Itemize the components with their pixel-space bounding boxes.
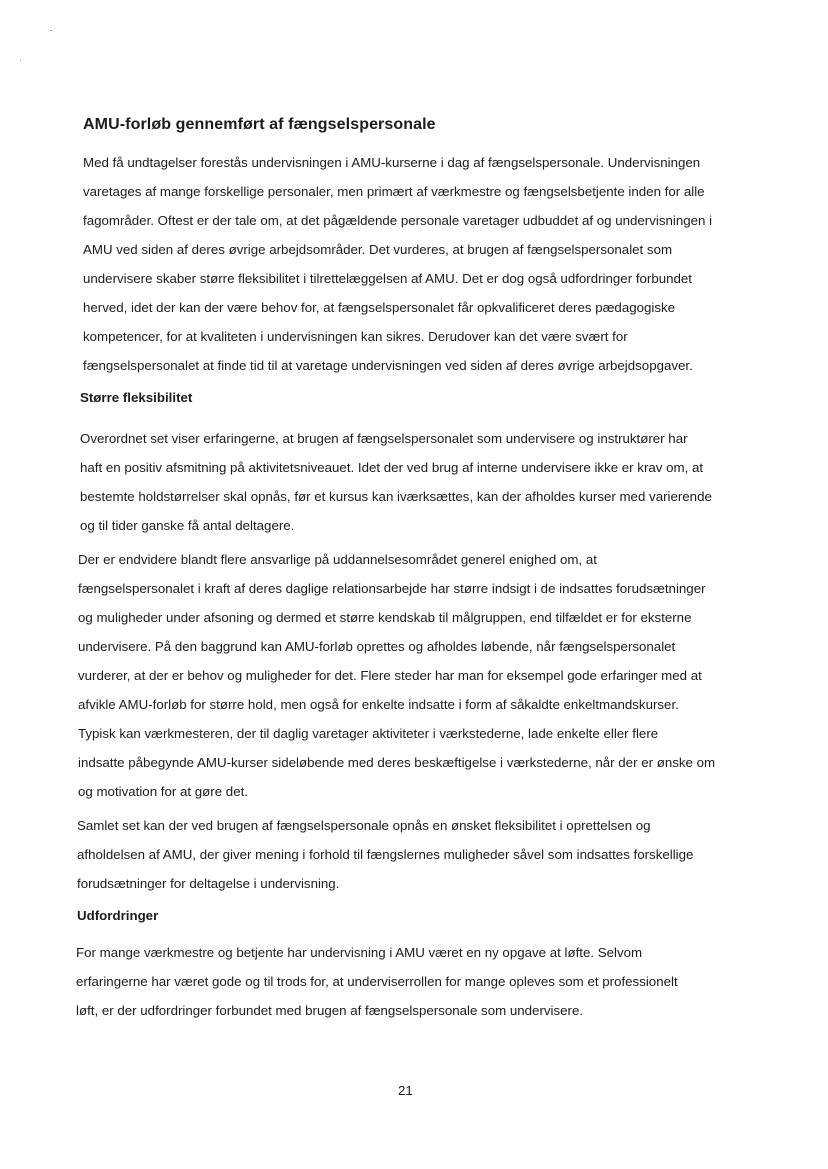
text-line: løft, er der udfordringer forbundet med brugen af fængselspersonale som undervisere. <box>76 1003 584 1018</box>
scan-speck <box>50 30 52 31</box>
paragraph-fleksibilitet-3 <box>77 811 693 898</box>
text-line: Der er endvidere blandt flere ansvarlige på uddannelsesområdet generel enighed om, at <box>78 552 597 567</box>
paragraph-fleksibilitet-2 <box>78 545 715 806</box>
text-line: og muligheder under afsoning og dermed et større kendskab til målgruppen, end tilfældet er for eksterne <box>78 610 692 625</box>
page-number: 21 <box>398 1083 413 1098</box>
text-line: fagområder. Oftest er der tale om, at det pågældende personale varetager udbuddet af og undervisningen i <box>83 213 713 228</box>
text-line: Typisk kan værkmesteren, der til daglig varetager aktiviteter i værkstederne, lade enkelte eller flere <box>78 726 659 741</box>
text-line: indsatte påbegynde AMU-kurser sideløbende med deres beskæftigelse i værkstederne, når der er ønske om <box>78 755 716 770</box>
text-line: Med få undtagelser forestås undervisningen i AMU-kurserne i dag af fængselspersonale. Undervisningen <box>83 155 701 170</box>
text-line: fængselspersonalet at finde tid til at varetage undervisningen ved siden af deres øvrige arbejdsopgaver. <box>83 358 693 373</box>
subheading-fleksibilitet: Større fleksibilitet <box>80 390 193 405</box>
text-line: fængselspersonalet i kraft af deres daglige relationsarbejde har større indsigt i de indsattes forudsætninger <box>78 581 706 596</box>
text-line: og til tider ganske få antal deltagere. <box>80 518 295 533</box>
text-line: undervisere. På den baggrund kan AMU-forløb oprettes og afholdes løbende, når fængselspersonalet <box>78 639 676 654</box>
text-line: og motivation for at gøre det. <box>78 784 248 799</box>
scan-speck <box>20 60 21 61</box>
text-line: afholdelsen af AMU, der giver mening i forhold til fængslernes muligheder såvel som indsattes forskellige <box>77 847 694 862</box>
text-line: afvikle AMU-forløb for større hold, men også for enkelte indsatte i form af såkaldte enkeltmandskurser. <box>78 697 679 712</box>
text-line: Overordnet set viser erfaringerne, at brugen af fængselspersonalet som undervisere og instruktører har <box>80 431 688 446</box>
text-line: AMU ved siden af deres øvrige arbejdsområder. Det vurderes, at brugen af fængselspersonalet som <box>83 242 673 257</box>
section-heading: AMU-forløb gennemført af fængselspersonale <box>83 116 436 133</box>
text-line: haft en positiv afsmitning på aktivitetsniveauet. Idet der ved brug af interne undervisere ikke er krav om, at <box>80 460 704 475</box>
text-line: herved, idet der kan der være behov for, at fængselspersonalet får opkvalificeret deres pædagogiske <box>83 300 676 315</box>
paragraph-fleksibilitet-1 <box>80 424 712 540</box>
text-line: forudsætninger for deltagelse i undervisning. <box>77 876 340 891</box>
paragraph-intro <box>83 148 712 380</box>
text-line: vurderer, at der er behov og muligheder for det. Flere steder har man for eksempel gode erfaringer med at <box>78 668 702 683</box>
paragraph-udfordringer <box>76 938 678 1025</box>
subheading-udfordringer: Udfordringer <box>77 908 159 923</box>
text-line: Samlet set kan der ved brugen af fængselspersonale opnås en ønsket fleksibilitet i oprettelsen og <box>77 818 651 833</box>
text-line: bestemte holdstørrelser skal opnås, før et kursus kan iværksættes, kan der afholdes kurser med varierende <box>80 489 712 504</box>
text-line: erfaringerne har været gode og til trods for, at underviserrollen for mange opleves som et professionelt <box>76 974 678 989</box>
text-line: undervisere skaber større fleksibilitet i tilrettelæggelsen af AMU. Det er dog også udfordringer forbundet <box>83 271 693 286</box>
text-line: For mange værkmestre og betjente har undervisning i AMU været en ny opgave at løfte. Selvom <box>76 945 643 960</box>
text-line: varetages af mange forskellige personaler, men primært af værkmestre og fængselsbetjente inden for alle <box>83 184 705 199</box>
text-line: kompetencer, for at kvaliteten i undervisningen kan sikres. Derudover kan det være svært for <box>83 329 628 344</box>
